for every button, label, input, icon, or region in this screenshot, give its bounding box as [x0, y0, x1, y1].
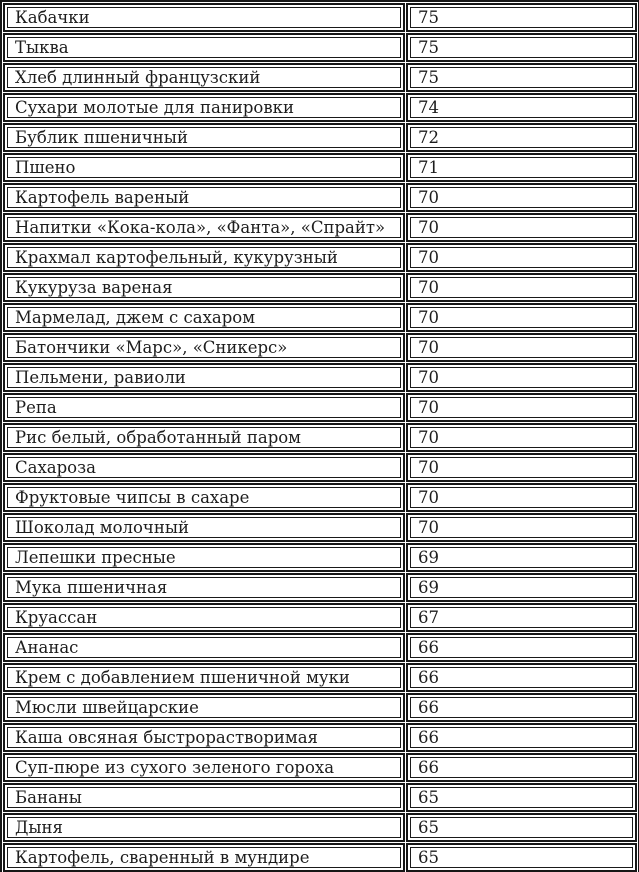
table-row: [3, 573, 637, 602]
product-name-cell: Дыня: [3, 813, 405, 842]
product-name-cell: Картофель, сваренный в мундире: [3, 843, 405, 872]
product-name-cell: Кабачки: [3, 3, 405, 32]
gi-value-cell: 72: [406, 123, 637, 152]
gi-value-cell: 70: [406, 213, 637, 242]
gi-value-cell: 66: [406, 633, 637, 662]
gi-value-cell: 70: [406, 303, 637, 332]
table-row: [3, 633, 637, 662]
table-row: [3, 693, 637, 722]
product-name-cell: Пшено: [3, 153, 405, 182]
product-name-cell: Картофель вареный: [3, 183, 405, 212]
gi-value-cell: 66: [406, 723, 637, 752]
product-name-cell: Пельмени, равиоли: [3, 363, 405, 392]
gi-value-cell: 70: [406, 513, 637, 542]
gi-value-cell: 70: [406, 243, 637, 272]
product-name-cell: Хлеб длинный французский: [3, 63, 405, 92]
table-row: [3, 723, 637, 752]
product-name-cell: Бананы: [3, 783, 405, 812]
table-row: [3, 93, 637, 122]
table-row: [3, 423, 637, 452]
table-row: [3, 603, 637, 632]
gi-value-cell: 70: [406, 333, 637, 362]
gi-value-cell: 75: [406, 3, 637, 32]
table-row: [3, 303, 637, 332]
product-name-cell: Крахмал картофельный, кукурузный: [3, 243, 405, 272]
gi-value-cell: 66: [406, 753, 637, 782]
product-name-cell: Кукуруза вареная: [3, 273, 405, 302]
gi-value-cell: 65: [406, 813, 637, 842]
table-row: [3, 813, 637, 842]
gi-value-cell: 70: [406, 273, 637, 302]
table-row: [3, 183, 637, 212]
table-row: [3, 243, 637, 272]
table-row: [3, 663, 637, 692]
product-name-cell: Мюсли швейцарские: [3, 693, 405, 722]
table-row: [3, 153, 637, 182]
table-row: [3, 513, 637, 542]
table-row: [3, 333, 637, 362]
gi-value-cell: 70: [406, 393, 637, 422]
table-row: [3, 213, 637, 242]
table-row: [3, 753, 637, 782]
table-row: [3, 453, 637, 482]
gi-value-cell: 65: [406, 843, 637, 872]
product-name-cell: Бублик пшеничный: [3, 123, 405, 152]
table-row: [3, 783, 637, 812]
product-name-cell: Лепешки пресные: [3, 543, 405, 572]
table-row: [3, 273, 637, 302]
product-name-cell: Тыква: [3, 33, 405, 62]
product-name-cell: Рис белый, обработанный паром: [3, 423, 405, 452]
product-name-cell: Мука пшеничная: [3, 573, 405, 602]
gi-value-cell: 67: [406, 603, 637, 632]
gi-value-cell: 66: [406, 693, 637, 722]
table-row: [3, 393, 637, 422]
gi-value-cell: 69: [406, 543, 637, 572]
gi-value-cell: 75: [406, 63, 637, 92]
table-row: [3, 3, 637, 32]
gi-value-cell: 65: [406, 783, 637, 812]
product-name-cell: Крем с добавлением пшеничной муки: [3, 663, 405, 692]
product-name-cell: Сухари молотые для панировки: [3, 93, 405, 122]
gi-value-cell: 74: [406, 93, 637, 122]
table-row: [3, 123, 637, 152]
product-name-cell: Репа: [3, 393, 405, 422]
glycemic-index-table-body: [3, 3, 637, 872]
gi-value-cell: 70: [406, 363, 637, 392]
product-name-cell: Батончики «Марс», «Сникерс»: [3, 333, 405, 362]
gi-value-cell: 70: [406, 183, 637, 212]
product-name-cell: Фруктовые чипсы в сахаре: [3, 483, 405, 512]
table-row: [3, 63, 637, 92]
table-row: [3, 843, 637, 872]
product-name-cell: Каша овсяная быстрорастворимая: [3, 723, 405, 752]
gi-value-cell: 70: [406, 483, 637, 512]
product-name-cell: Ананас: [3, 633, 405, 662]
gi-value-cell: 70: [406, 453, 637, 482]
product-name-cell: Мармелад, джем с сахаром: [3, 303, 405, 332]
gi-value-cell: 66: [406, 663, 637, 692]
gi-value-cell: 69: [406, 573, 637, 602]
product-name-cell: Суп-пюре из сухого зеленого гороха: [3, 753, 405, 782]
gi-value-cell: 71: [406, 153, 637, 182]
gi-value-cell: 70: [406, 423, 637, 452]
table-row: [3, 483, 637, 512]
product-name-cell: Сахароза: [3, 453, 405, 482]
product-name-cell: Шоколад молочный: [3, 513, 405, 542]
gi-value-cell: 75: [406, 33, 637, 62]
product-name-cell: Круассан: [3, 603, 405, 632]
table-row: [3, 543, 637, 572]
table-row: [3, 33, 637, 62]
table-row: [3, 363, 637, 392]
product-name-cell: Напитки «Кока-кола», «Фанта», «Спрайт»: [3, 213, 405, 242]
